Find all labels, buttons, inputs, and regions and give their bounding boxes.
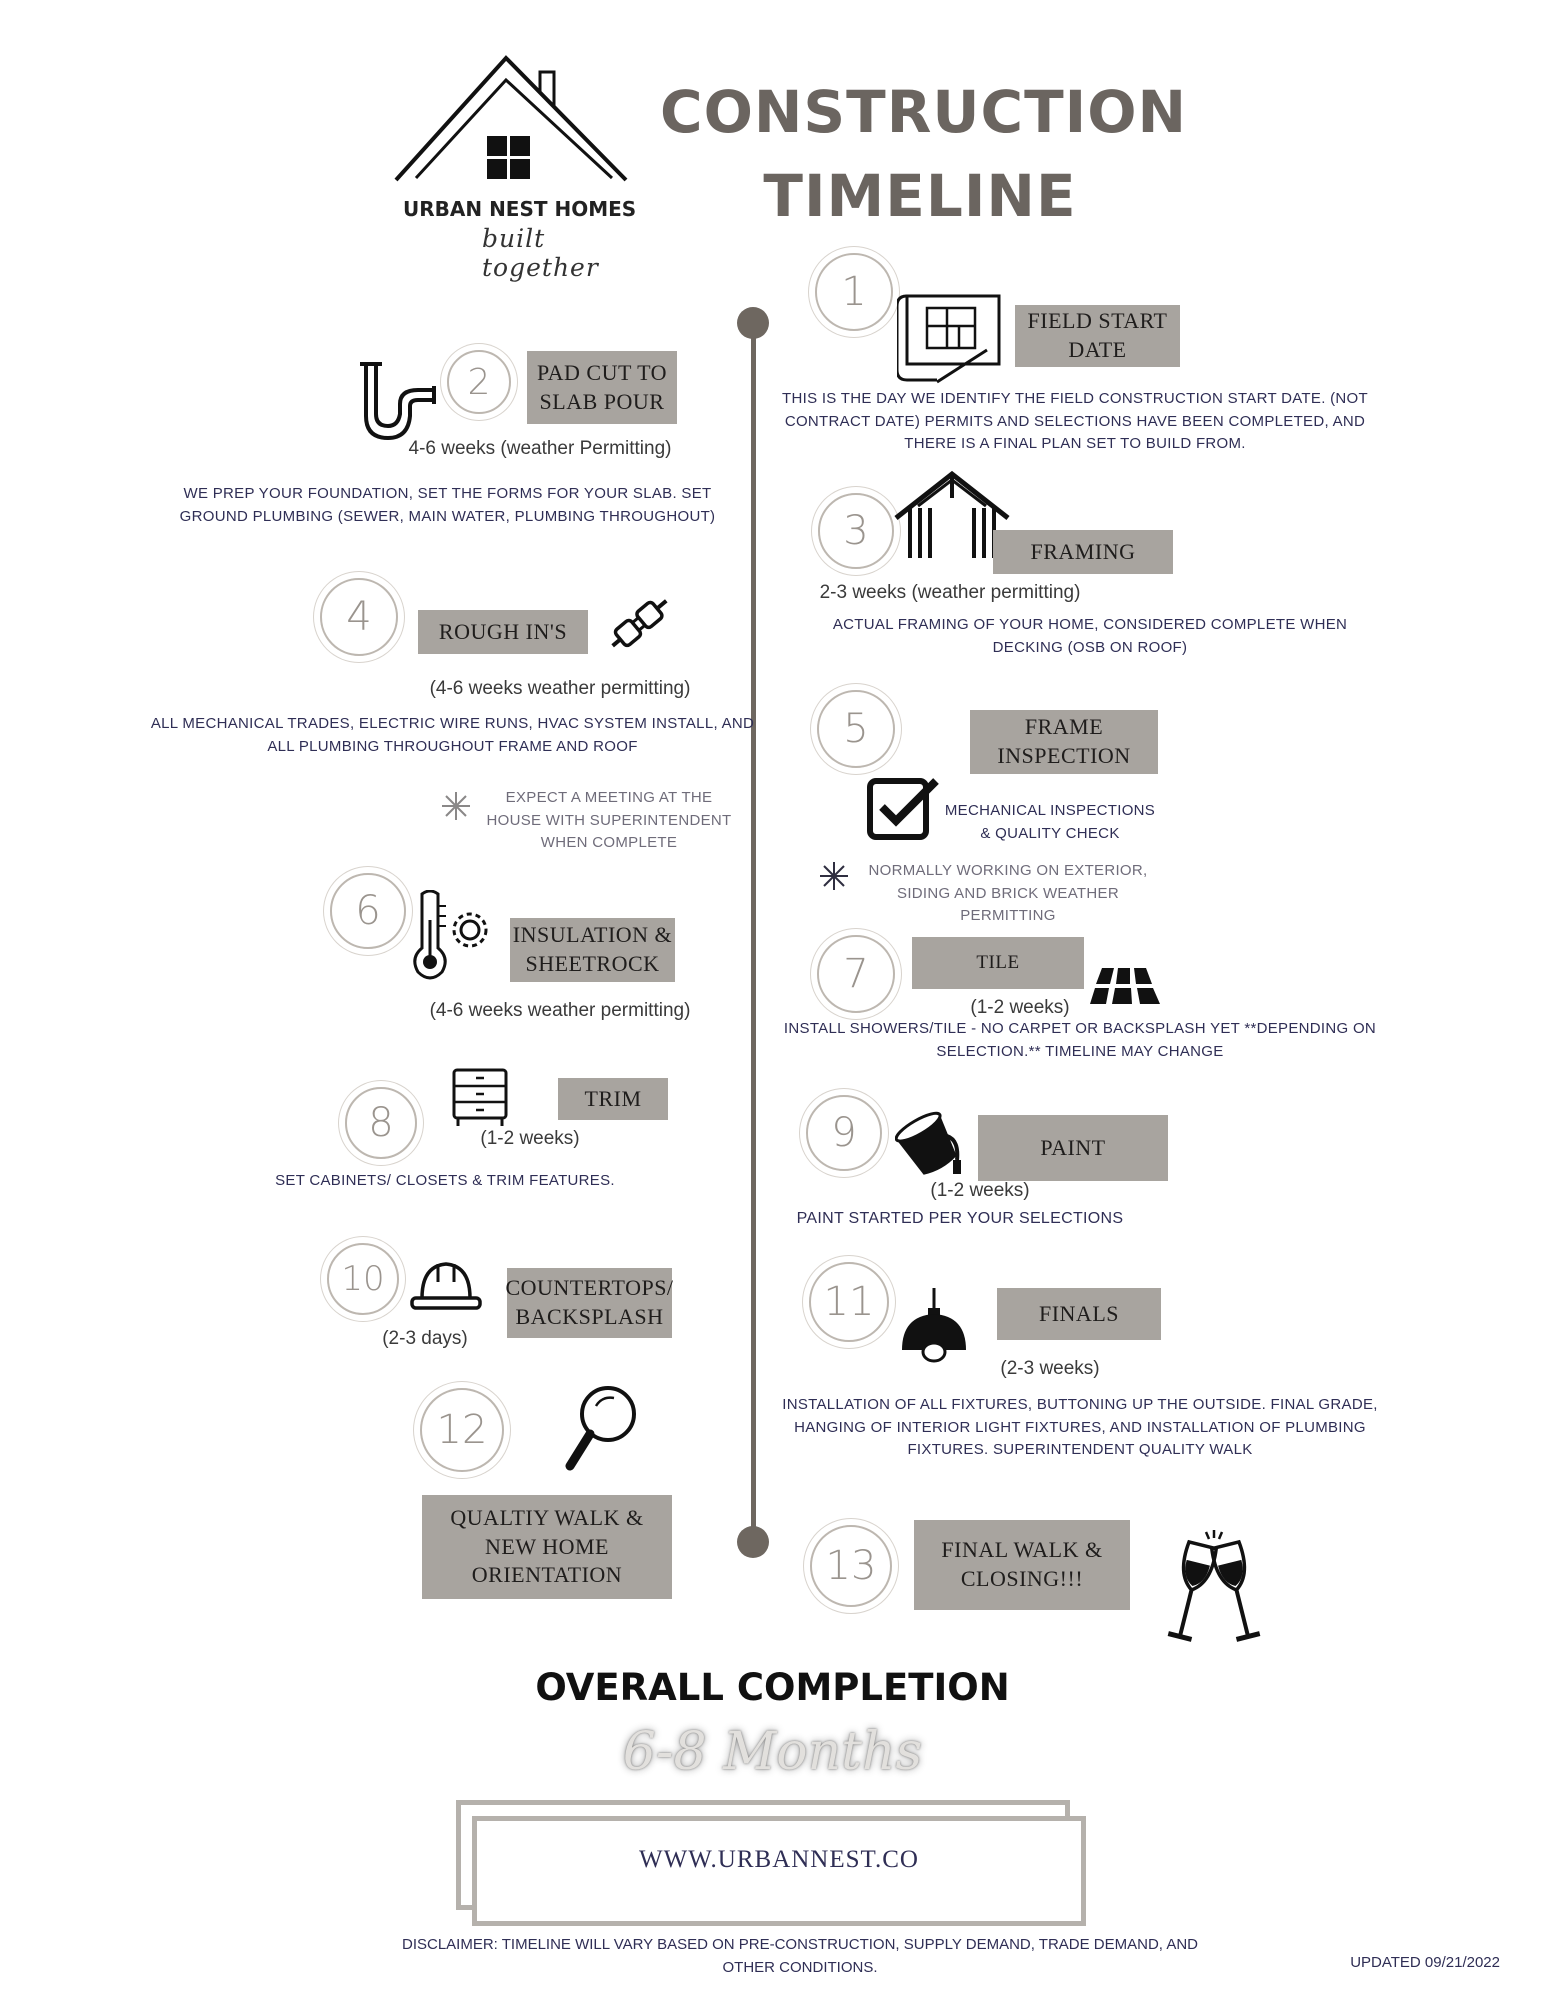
website-link[interactable]: WWW.URBANNEST.CO [639, 1846, 919, 1873]
thermometer-icon [410, 890, 495, 982]
step-4-note: EXPECT A MEETING AT THE HOUSE WITH SUPERINTENDENT WHEN COMPLETE [486, 789, 732, 851]
timeline-end-dot [737, 1526, 769, 1558]
step-5-desc: MECHANICAL INSPECTIONS & QUALITY CHECK [944, 802, 1156, 842]
step-2-label: PAD CUT TO SLAB POUR [527, 351, 677, 424]
step-8-label: TRIM [558, 1078, 668, 1120]
step-3-duration: 2-3 weeks (weather permitting) [819, 582, 1081, 603]
timeline-start-dot [737, 307, 769, 339]
plug-icon [606, 588, 676, 656]
paint-bucket-icon [895, 1110, 967, 1176]
step-3-number: 3 [818, 493, 894, 569]
step-10-label: COUNTERTOPS/ BACKSPLASH [507, 1268, 672, 1338]
step-4-label: ROUGH IN'S [418, 610, 588, 654]
timeline-line [751, 322, 756, 1542]
step-5-note: NORMALLY WORKING ON EXTERIOR, SIDING AND BRICK WEATHER PERMITTING [868, 862, 1148, 924]
asterisk-icon-2 [818, 860, 850, 892]
step-9-number: 9 [806, 1095, 882, 1171]
step-6-number: 6 [330, 873, 406, 949]
step-2-number: 2 [447, 350, 511, 414]
page-title-line2: TIMELINE [763, 162, 1077, 230]
step-7-duration: (1-2 weeks) [970, 997, 1070, 1018]
disclaimer: DISCLAIMER: TIMELINE WILL VARY BASED ON PRE-CONSTRUCTION, SUPPLY DEMAND, TRADE DEMAND, AND OTHER CONDITIONS. [402, 1936, 1198, 1976]
step-3-label: FRAMING [993, 530, 1173, 574]
overall-value: 6-8 Months [622, 1722, 923, 1782]
cabinet-icon [452, 1068, 510, 1128]
step-8-duration: (1-2 weeks) [480, 1128, 580, 1149]
step-10-duration: (2-3 days) [382, 1328, 468, 1349]
pipe-icon [352, 360, 442, 444]
step-1-label: FIELD START DATE [1015, 305, 1180, 367]
champagne-glasses-icon [1156, 1528, 1272, 1658]
step-12-number: 12 [420, 1388, 504, 1472]
step-11-desc: INSTALLATION OF ALL FIXTURES, BUTTONING UP THE OUTSIDE. FINAL GRADE, HANGING OF INTERIOR LIGHT FIXTURES, AND INSTALLATION OF PLUMBING FIXTURES. SUPERINTENDENT QUALITY WALK [782, 1396, 1378, 1458]
checkbox-icon [866, 775, 940, 841]
pendant-lamp-icon [898, 1288, 970, 1368]
asterisk-icon [440, 790, 472, 822]
step-7-number: 7 [817, 935, 895, 1013]
step-7-label: TILE [912, 937, 1084, 989]
step-2-duration: 4-6 weeks (weather Permitting) [408, 438, 672, 459]
step-5-number: 5 [817, 690, 895, 768]
step-8-number: 8 [345, 1087, 417, 1159]
step-5-label: FRAME INSPECTION [970, 710, 1158, 774]
step-9-desc: PAINT STARTED PER YOUR SELECTIONS [796, 1210, 1124, 1227]
step-12-label: QUALTIY WALK & NEW HOME ORIENTATION [422, 1495, 672, 1599]
step-8-desc: SET CABINETS/ CLOSETS & TRIM FEATURES. [275, 1172, 615, 1189]
step-3-desc: ACTUAL FRAMING OF YOUR HOME, CONSIDERED COMPLETE WHEN DECKING (OSB ON ROOF) [832, 616, 1348, 656]
house-logo-icon [390, 52, 640, 192]
updated-date: UPDATED 09/21/2022 [1350, 1954, 1500, 1971]
step-9-duration: (1-2 weeks) [930, 1180, 1030, 1201]
brand-name: URBAN NEST HOMES [403, 197, 637, 221]
step-1-number: 1 [815, 253, 893, 331]
blueprint-icon [897, 290, 1003, 384]
overall-heading: OVERALL COMPLETION [535, 1666, 1010, 1709]
step-4-number: 4 [320, 578, 398, 656]
step-6-label: INSULATION & SHEETROCK [510, 918, 675, 982]
step-13-label: FINAL WALK & CLOSING!!! [914, 1520, 1130, 1610]
brand-tagline: built together [482, 224, 599, 282]
step-9-label: PAINT [978, 1115, 1168, 1181]
step-13-number: 13 [810, 1525, 892, 1607]
step-2-desc: WE PREP YOUR FOUNDATION, SET THE FORMS FOR YOUR SLAB. SET GROUND PLUMBING (SEWER, MAIN WATER, PLUMBING THROUGHOUT) [179, 485, 716, 525]
magnifier-icon [564, 1382, 640, 1472]
step-6-duration: (4-6 weeks weather permitting) [429, 1000, 691, 1021]
page-title-line1: CONSTRUCTION [660, 78, 1188, 146]
step-11-duration: (2-3 weeks) [1000, 1358, 1100, 1379]
hardhat-icon [410, 1258, 482, 1312]
step-4-desc: ALL MECHANICAL TRADES, ELECTRIC WIRE RUNS, HVAC SYSTEM INSTALL, AND ALL PLUMBING THROUGHOUT FRAME AND ROOF [150, 715, 755, 755]
logo [390, 52, 660, 282]
step-10-number: 10 [327, 1243, 399, 1315]
step-4-duration: (4-6 weeks weather permitting) [429, 678, 691, 699]
step-11-label: FINALS [997, 1288, 1161, 1340]
step-7-desc: INSTALL SHOWERS/TILE - NO CARPET OR BACKSPLASH YET **DEPENDING ON SELECTION.** TIMELINE MAY CHANGE [783, 1020, 1377, 1060]
step-11-number: 11 [809, 1262, 889, 1342]
step-1-desc: THIS IS THE DAY WE IDENTIFY THE FIELD CONSTRUCTION START DATE. (NOT CONTRACT DATE) PERMITS AND SELECTIONS HAVE BEEN COMPLETED, AND THERE IS A FINAL PLAN SET TO BUILD FROM. [782, 390, 1368, 452]
